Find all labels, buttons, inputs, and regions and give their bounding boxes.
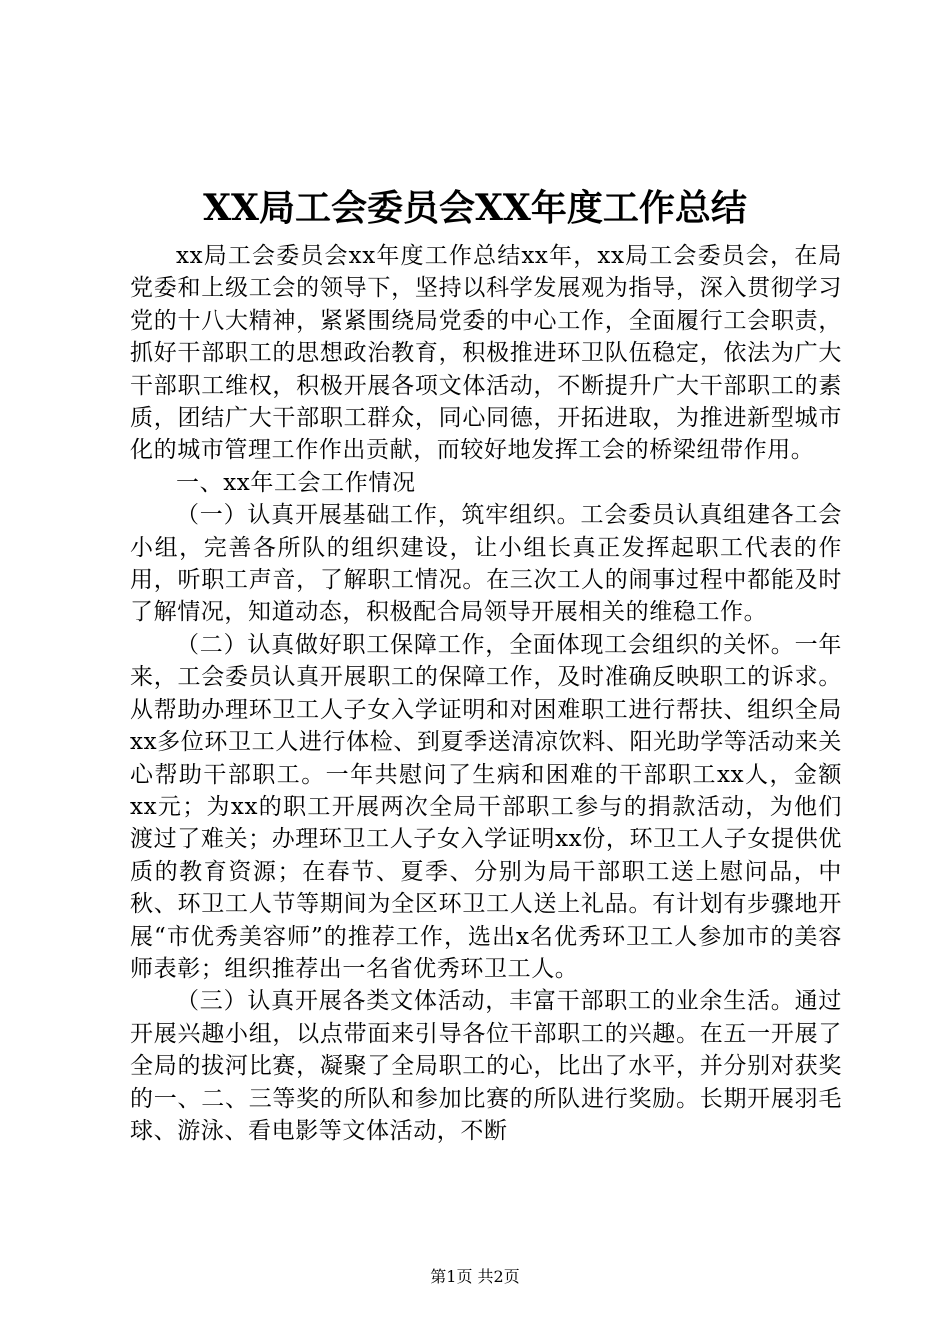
- item-one-paragraph: （一）认真开展基础工作，筑牢组织。工会委员认真组建各工会小组，完善各所队的组织建设，让小组长真正发挥起职工代表的作用，听职工声音，了解职工情况。在三次工人的闹事过程中都能及时了解情况，知道动态，积极配合局领导开展相关的维稳工作。: [130, 502, 842, 626]
- page-title: XX局工会委员会XX年度工作总结: [203, 187, 747, 229]
- section-heading: 一、xx年工会工作情况: [176, 469, 416, 496]
- item-two-paragraph: （二）认真做好职工保障工作，全面体现工会组织的关怀。一年来，工会委员认真开展职工的保障工作，及时准确反映职工的诉求。从帮助办理环卫工人子女入学证明和对困难职工进行帮扶、组织全局xx多位环卫工人进行体检、到夏季送清凉饮料、阳光助学等活动来关心帮助干部职工。一年共慰问了生病和困难的干部职工xx人，金额xx元；为xx的职工开展两次全局干部职工参与的捐款活动，为他们渡过了难关；办理环卫工人子女入学证明xx份，环卫工人子女提供优质的教育资源；在春节、夏季、分别为局干部职工送上慰问品，中秋、环卫工人节等期间为全区环卫工人送上礼品。有计划有步骤地开展“市优秀美容师”的推荐工作，选出x名优秀环卫工人参加市的美容师表彰；组织推荐出一名省优秀环卫工人。: [130, 631, 842, 982]
- intro-paragraph: xx局工会委员会xx年度工作总结xx年，xx局工会委员会，在局党委和上级工会的领导下，坚持以科学发展观为指导，深入贯彻学习党的十八大精神，紧紧围绕局党委的中心工作，全面履行工会职责，抓好干部职工的思想政治教育，积极推进环卫队伍稳定，依法为广大干部职工维权，积极开展各项文体活动，不断提升广大干部职工的素质，团结广大干部职工群众，同心同德，开拓进取，为推进新型城市化的城市管理工作作出贡献，而较好地发挥工会的桥梁纽带作用。: [130, 243, 842, 464]
- item-three-paragraph: （三）认真开展各类文体活动，丰富干部职工的业余生活。通过开展兴趣小组，以点带面来引导各位干部职工的兴趣。在五一开展了全局的拔河比赛，凝聚了全局职工的心，比出了水平，并分别对获奖的一、二、三等奖的所队和参加比赛的所队进行奖励。长期开展羽毛球、游泳、看电影等文体活动，不断: [130, 988, 842, 1144]
- page-footer: 第1页 共2页: [430, 1267, 520, 1286]
- document-body: [130, 240, 842, 1147]
